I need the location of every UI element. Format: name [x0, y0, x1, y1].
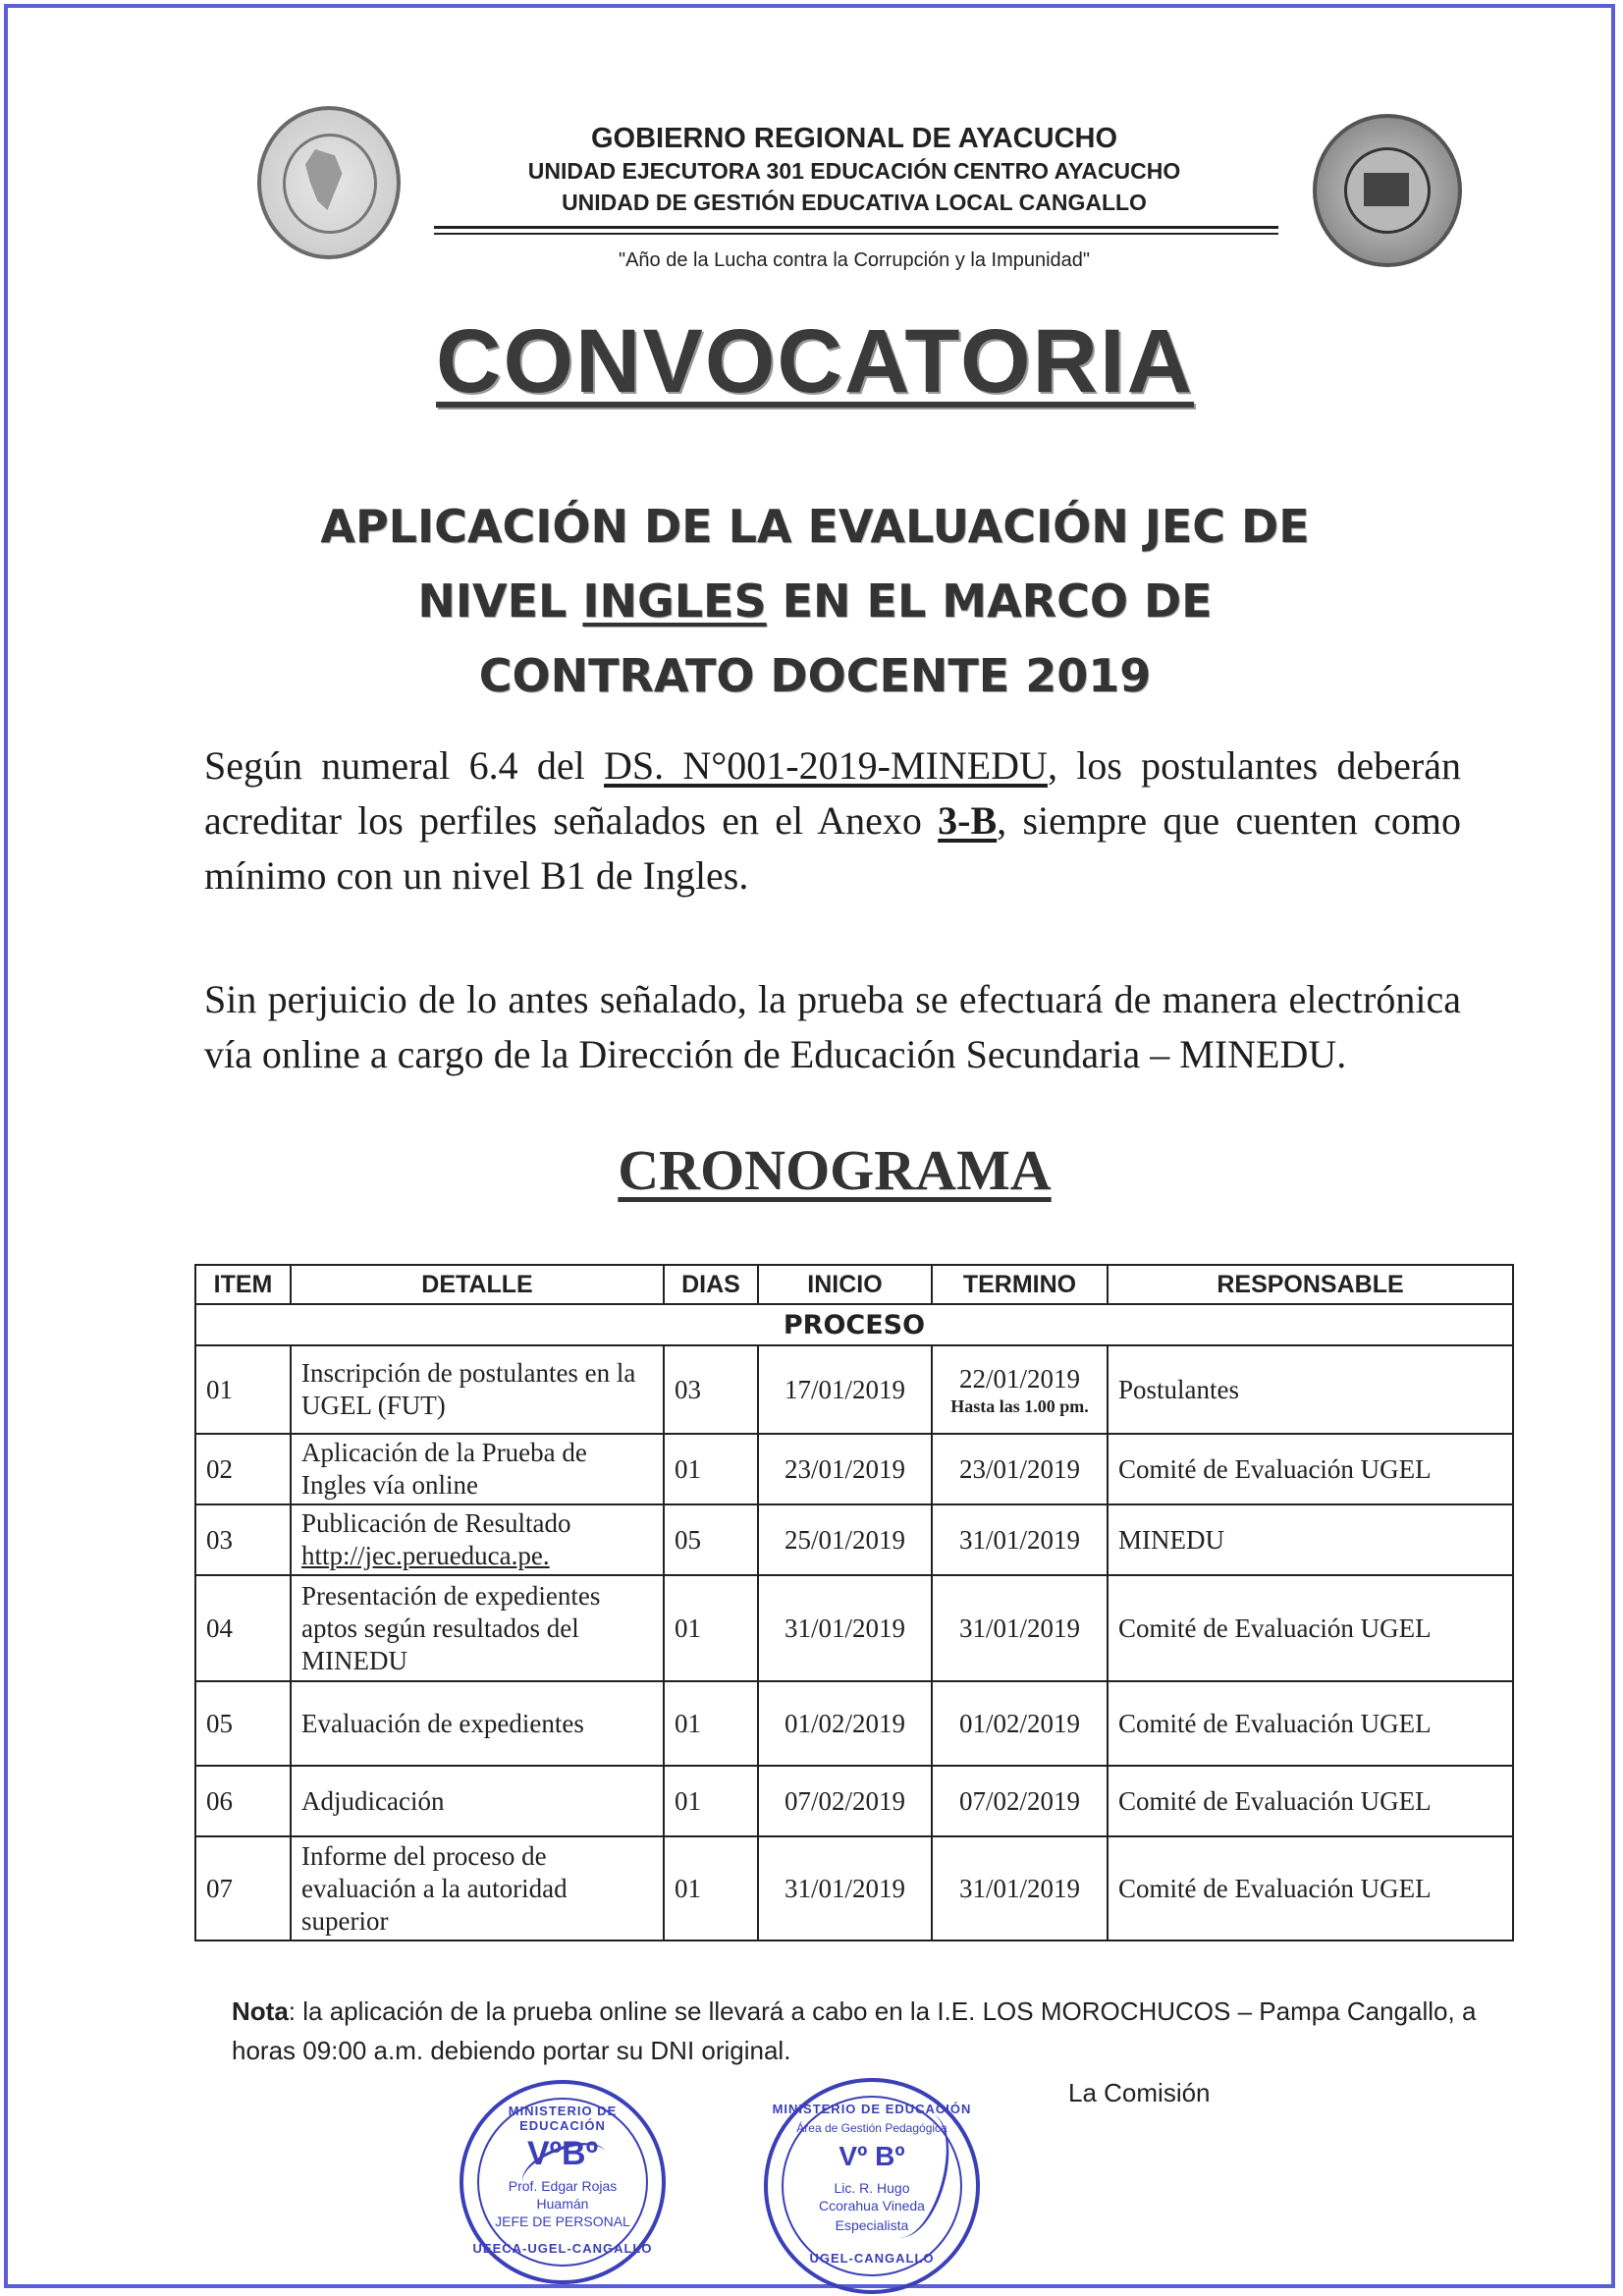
annex-reference: 3-B — [938, 798, 998, 843]
header-line-3: UNIDAD DE GESTIÓN EDUCATIVA LOCAL CANGALLO — [562, 190, 1147, 215]
cell-termino: 31/01/2019 — [932, 1504, 1108, 1575]
col-header-dias: DIAS — [664, 1265, 758, 1304]
cell-item: 06 — [195, 1766, 291, 1836]
table-row — [195, 1434, 1513, 1504]
cell-detalle: Evaluación de expedientes — [291, 1681, 664, 1766]
cell-inicio: 07/02/2019 — [758, 1766, 932, 1836]
note-label: Nota — [232, 1996, 289, 2026]
stamp-line: JEFE DE PERSONAL — [495, 2214, 630, 2229]
cell-dias: 01 — [664, 1836, 758, 1941]
cell-termino: 31/01/2019 — [932, 1836, 1108, 1941]
cell-dias: 01 — [664, 1575, 758, 1681]
cell-termino: 23/01/2019 — [932, 1434, 1108, 1504]
table-row — [195, 1504, 1513, 1575]
cell-termino: 01/02/2019 — [932, 1681, 1108, 1766]
cell-detalle: Adjudicación — [291, 1766, 664, 1836]
stamp-line: Especialista — [835, 2217, 909, 2233]
section-label: PROCESO — [195, 1304, 1513, 1345]
page-title: CONVOCATORIA — [436, 311, 1194, 411]
stamp-arc-top: MINISTERIO DE EDUCACIÓN — [508, 2104, 618, 2133]
cell-detalle: Presentación de expedientes aptos según resultados del MINEDU — [291, 1575, 664, 1681]
subtitle-text: EN EL MARCO DE — [766, 574, 1213, 628]
cell-responsable: MINEDU — [1108, 1504, 1513, 1575]
cell-responsable: Comité de Evaluación UGEL — [1108, 1766, 1513, 1836]
col-header-item: ITEM — [195, 1265, 291, 1304]
table-row — [195, 1681, 1513, 1766]
pedagogic-approval-stamp — [764, 2078, 980, 2294]
subtitle-line-2 — [196, 564, 1434, 638]
cell-inicio: 01/02/2019 — [758, 1681, 932, 1766]
cell-termino: 07/02/2019 — [932, 1766, 1108, 1836]
cell-responsable: Comité de Evaluación UGEL — [1108, 1681, 1513, 1766]
note-text: : la aplicación de la prueba online se llevará a cabo en la I.E. LOS MOROCHUCOS – Pampa Cangallo, a horas 09:00 a.m. debiendo portar su DNI original. — [232, 1996, 1477, 2065]
table-row — [195, 1836, 1513, 1941]
stamp-line: Lic. R. Hugo — [834, 2180, 910, 2196]
cell-inicio: 23/01/2019 — [758, 1434, 932, 1504]
stamp-line: Prof. Edgar Rojas — [508, 2178, 618, 2194]
results-link[interactable]: http://jec.perueduca.pe. — [301, 1541, 550, 1570]
col-header-detalle: DETALLE — [291, 1265, 664, 1304]
cell-inicio: 25/01/2019 — [758, 1504, 932, 1575]
cell-item: 04 — [195, 1575, 291, 1681]
cell-dias: 01 — [664, 1434, 758, 1504]
table-header-row — [195, 1265, 1513, 1304]
decree-reference: DS. N°001-2019-MINEDU — [604, 743, 1048, 788]
paragraph-text: Según numeral 6.4 del — [204, 743, 605, 788]
cell-termino — [932, 1345, 1108, 1434]
cell-inicio: 31/01/2019 — [758, 1575, 932, 1681]
stamp-arc-bottom: UEECA-UGEL-CANGALLO — [472, 2241, 653, 2256]
cell-dias: 05 — [664, 1504, 758, 1575]
cell-detalle — [291, 1504, 664, 1575]
col-header-responsable: RESPONSABLE — [1108, 1265, 1513, 1304]
signoff: La Comisión — [1068, 2078, 1211, 2107]
ugel-logo-seal — [1313, 114, 1462, 267]
stamp-arc-bottom: UGEL-CANGALLO — [809, 2251, 935, 2266]
cell-detalle: Inscripción de postulantes en la UGEL (FUT) — [291, 1345, 664, 1434]
cell-dias: 01 — [664, 1766, 758, 1836]
cell-item: 01 — [195, 1345, 291, 1434]
cell-responsable: Comité de Evaluación UGEL — [1108, 1575, 1513, 1681]
cell-item: 07 — [195, 1836, 291, 1941]
stamp-line: Ccorahua Vineda — [819, 2198, 925, 2214]
cell-responsable: Postulantes — [1108, 1345, 1513, 1434]
stamp-arc-top: MINISTERIO DE EDUCACIÓN — [772, 2102, 972, 2116]
header-line-1: GOBIERNO REGIONAL DE AYACUCHO — [590, 123, 1118, 154]
cell-dias: 03 — [664, 1345, 758, 1434]
footnote — [232, 1992, 1488, 2070]
col-header-termino: TERMINO — [932, 1265, 1108, 1304]
header-rule-thin — [434, 233, 1278, 235]
cell-responsable: Comité de Evaluación UGEL — [1108, 1836, 1513, 1941]
letterhead — [422, 122, 1286, 218]
cell-inicio: 17/01/2019 — [758, 1345, 932, 1434]
stamp-vb: Vº Bº — [839, 2141, 905, 2171]
year-motto: "Año de la Lucha contra la Corrupción y la Impunidad" — [618, 249, 1091, 271]
header-rule — [434, 226, 1278, 229]
section-row — [195, 1304, 1513, 1345]
regional-government-seal — [257, 106, 401, 259]
subtitle — [196, 489, 1434, 713]
col-header-inicio: INICIO — [758, 1265, 932, 1304]
subtitle-line-3: CONTRATO DOCENTE 2019 — [478, 649, 1152, 702]
paragraph-requirements — [204, 738, 1461, 903]
table-row — [195, 1575, 1513, 1681]
stamp-vb: VºBº — [526, 2135, 599, 2172]
paragraph-text: , siempre que cuenten como mínimo con un nivel B1 de Ingles. — [204, 798, 1461, 898]
cell-detalle: Aplicación de la Prueba de Ingles vía online — [291, 1434, 664, 1504]
header-line-2: UNIDAD EJECUTORA 301 EDUCACIÓN CENTRO AYACUCHO — [527, 158, 1181, 184]
cell-item: 03 — [195, 1504, 291, 1575]
cell-inicio: 31/01/2019 — [758, 1836, 932, 1941]
table-row — [195, 1345, 1513, 1434]
table-row — [195, 1766, 1513, 1836]
paragraph-online-test: Sin perjuicio de lo antes señalado, la prueba se efectuará de manera electrónica vía online a cargo de la Dirección de Educación Secundaria – MINEDU. — [204, 977, 1461, 1076]
stamp-subtitle: Área de Gestión Pedagógica — [796, 2121, 947, 2135]
cell-dias: 01 — [664, 1681, 758, 1766]
paragraph-text: , los postulantes deberán acreditar los perfiles señalados en el Anexo — [204, 743, 1461, 843]
cell-item: 05 — [195, 1681, 291, 1766]
cell-termino: 31/01/2019 — [932, 1575, 1108, 1681]
schedule-table — [194, 1264, 1514, 1941]
termino-deadline-note: Hasta las 1.00 pm. — [950, 1395, 1089, 1416]
cell-item: 02 — [195, 1434, 291, 1504]
cell-responsable: Comité de Evaluación UGEL — [1108, 1434, 1513, 1504]
subtitle-underlined: INGLES — [582, 574, 767, 628]
stamp-line: Huamán — [536, 2196, 589, 2212]
detalle-text: Publicación de Resultado — [301, 1508, 571, 1538]
termino-date: 22/01/2019 — [958, 1363, 1080, 1394]
schedule-title: CRONOGRAMA — [618, 1138, 1052, 1202]
subtitle-text: NIVEL — [417, 574, 583, 628]
cell-detalle: Informe del proceso de evaluación a la autoridad superior — [291, 1836, 664, 1941]
subtitle-line-1: APLICACIÓN DE LA EVALUACIÓN JEC DE — [320, 500, 1310, 553]
